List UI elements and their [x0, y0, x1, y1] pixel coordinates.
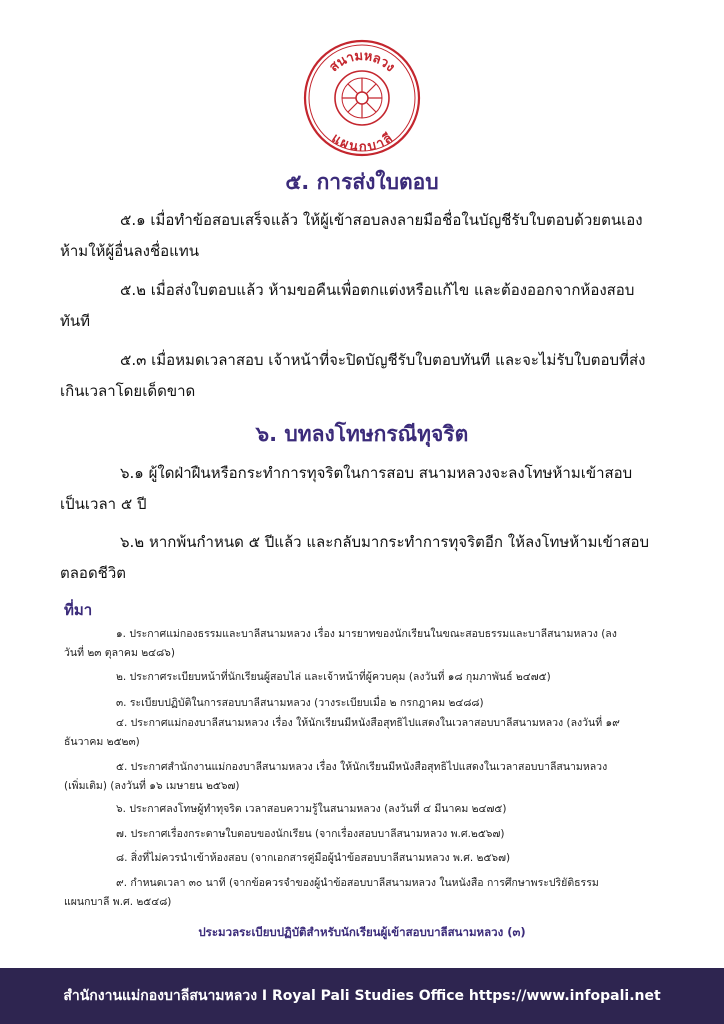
sources-title: ที่มา: [64, 601, 93, 619]
source-item-5-line2: (เพิ่มเติม) (ลงวันที่ ๑๖ เมษายน ๒๕๖๗): [64, 780, 240, 792]
sanam-luang-seal-logo: [302, 38, 422, 158]
source-item-3: [64, 694, 654, 713]
source-item-2: [64, 668, 654, 687]
source-item-4-line1: ๔. ประกาศแม่กองบาลีสนามหลวง เรื่อง ให้นักเรียนมีหนังสือสุทธิไปแสดงในเวลาสอบบาลีสนามหลวง (ลงวันที่ ๑๙: [116, 717, 620, 729]
source-item-1: [64, 625, 654, 663]
source-item-1-line1: ๑. ประกาศแม่กองธรรมและบาลีสนามหลวง เรื่อง มารยาทของนักเรียนในขณะสอบธรรมและบาลีสนามหลวง (ลง: [116, 628, 617, 640]
source-item-1-line2: วันที่ ๒๓ ตุลาคม ๒๔๘๖): [64, 647, 175, 659]
source-item-6-line1: ๖. ประกาศลงโทษผู้ทำทุจริต เวลาสอบความรู้ในสนามหลวง (ลงวันที่ ๔ มีนาคม ๒๔๗๕): [116, 803, 507, 815]
source-item-2-line1: ๒. ประกาศระเบียบหน้าที่นักเรียนผู้สอบไล่ และเจ้าหน้าที่ผู้ควบคุม (ลงวันที่ ๑๘ กุมภาพันธ์ ๒๔๗๕): [116, 671, 551, 683]
paragraph-5-1-line1: ๕.๑ เมื่อทำข้อสอบเสร็จแล้ว ให้ผู้เข้าสอบลงลายมือชื่อในบัญชีรับใบตอบด้วยตนเอง: [120, 211, 643, 229]
source-item-8-line1: ๘. สิ่งที่ไม่ควรนำเข้าห้องสอบ (จากเอกสารคู่มือผู้นำข้อสอบบาลีสนามหลวง พ.ศ. ๒๕๖๗): [116, 852, 511, 864]
source-item-3-line1: ๓. ระเบียบปฏิบัติในการสอบบาลีสนามหลวง (วางระเบียบเมื่อ ๒ กรกฎาคม ๒๔๘๘): [116, 697, 484, 709]
source-item-4: [64, 714, 654, 752]
source-item-9-line1: ๙. กำหนดเวลา ๓๐ นาที (จากข้อควรจำของผู้นำข้อสอบบาลีสนามหลวง ในหนังสือ การศึกษาพระปริยัติธรรม: [116, 877, 599, 889]
source-item-5: [64, 758, 654, 796]
seal-bottom-text: แผนกบาลี: [328, 130, 396, 155]
paragraph-6-1-line2: เป็นเวลา ๕ ปี: [60, 495, 147, 513]
footer-bar: [0, 968, 724, 1024]
paragraph-6-1: [60, 458, 660, 520]
paragraph-5-1-line2: ห้ามให้ผู้อื่นลงชื่อแทน: [60, 242, 199, 260]
source-item-7-line1: ๗. ประกาศเรื่องกระดาษใบตอบของนักเรียน (จากเรื่องสอบบาลีสนามหลวง พ.ศ.๒๕๖๗): [116, 828, 505, 840]
source-item-9-line2: แผนกบาลี พ.ศ. ๒๕๔๘): [64, 896, 172, 908]
source-item-8: [64, 849, 654, 868]
footer-text: สำนักงานแม่กองบาลีสนามหลวง I Royal Pali Studies Office https://www.infopali.net: [63, 988, 661, 1004]
seal-top-text: สนามหลวง: [326, 48, 398, 76]
source-item-7: [64, 825, 654, 844]
paragraph-5-3: [60, 345, 660, 407]
source-item-6: [64, 800, 654, 819]
section-5-title: ๕. การส่งใบตอบ: [285, 170, 439, 194]
paragraph-5-1: [60, 205, 660, 267]
source-item-5-line1: ๕. ประกาศสำนักงานแม่กองบาลีสนามหลวง เรื่อง ให้นักเรียนมีหนังสือสุทธิไปแสดงในเวลาสอบบาลีสนามหลวง: [116, 761, 608, 773]
paragraph-5-2: [60, 275, 660, 337]
source-item-9: [64, 874, 654, 912]
page-caption: ประมวลระเบียบปฏิบัติสำหรับนักเรียนผู้เข้าสอบบาลีสนามหลวง (๓): [198, 925, 526, 939]
paragraph-5-2-line2: ทันที: [60, 312, 91, 330]
source-item-4-line2: ธันวาคม ๒๕๒๓): [64, 736, 140, 748]
paragraph-6-2: [60, 527, 660, 589]
paragraph-5-3-line1: ๕.๓ เมื่อหมดเวลาสอบ เจ้าหน้าที่จะปิดบัญชีรับใบตอบทันที และจะไม่รับใบตอบที่ส่ง: [120, 351, 646, 369]
paragraph-5-2-line1: ๕.๒ เมื่อส่งใบตอบแล้ว ห้ามขอคืนเพื่อตกแต่งหรือแก้ไข และต้องออกจากห้องสอบ: [120, 281, 635, 299]
paragraph-6-2-line2: ตลอดชีวิต: [60, 564, 127, 582]
section-6-title: ๖. บทลงโทษกรณีทุจริต: [255, 422, 469, 446]
paragraph-5-3-line2: เกินเวลาโดยเด็ดขาด: [60, 382, 196, 400]
paragraph-6-1-line1: ๖.๑ ผู้ใดฝ่าฝืนหรือกระทำการทุจริตในการสอบ สนามหลวงจะลงโทษห้ามเข้าสอบ: [120, 464, 633, 482]
paragraph-6-2-line1: ๖.๒ หากพ้นกำหนด ๕ ปีแล้ว และกลับมากระทำการทุจริตอีก ให้ลงโทษห้ามเข้าสอบ: [120, 533, 649, 551]
